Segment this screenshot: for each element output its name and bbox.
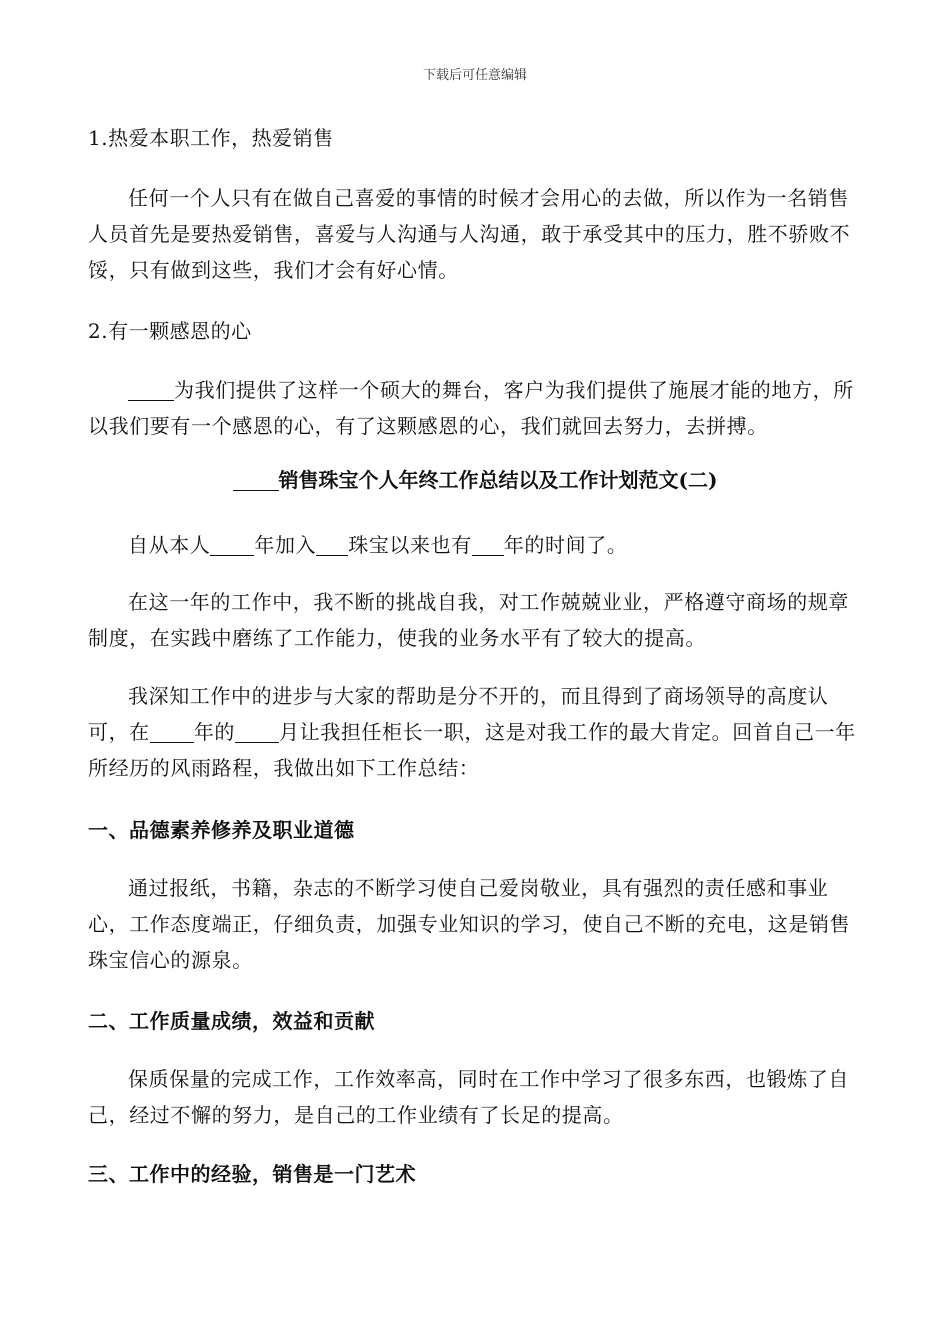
- heading-morality: 一、品德素养修养及职业道德: [88, 818, 355, 842]
- item2-heading: 2.有一颗感恩的心: [88, 319, 252, 343]
- item1-paragraph: 任何一个人只有在做自己喜爱的事情的时候才会用心的去做，所以作为一名销售人员首先是要热爱销售，喜爱与人沟通与人沟通，敢于承受其中的压力，胜不骄败不馁，只有做到这些，我们才会有好心情。: [88, 186, 851, 282]
- heading-quality: 二、工作质量成绩，效益和贡献: [88, 1009, 375, 1033]
- blank-underline: [128, 378, 174, 401]
- page-header-note: 下载后可任意编辑: [422, 68, 527, 83]
- challenge-paragraph: 在这一年的工作中，我不断的挑战自我，对工作兢兢业业，严格遵守商场的规章制度，在实践中磨练了工作能力，使我的业务水平有了较大的提高。: [88, 590, 849, 650]
- blank-underline: [150, 720, 194, 743]
- section-title: [0, 462, 950, 498]
- morality-paragraph: 通过报纸，书籍，杂志的不断学习使自己爱岗敬业，具有强烈的责任感和事业心，工作态度端正，仔细负责，加强专业知识的学习，使自己不断的充电，这是销售珠宝信心的源泉。: [88, 876, 851, 972]
- progress-paragraph: [88, 678, 862, 786]
- heading-experience: 三、工作中的经验，销售是一门艺术: [88, 1162, 416, 1186]
- blank-underline: [233, 468, 279, 491]
- progress-text-2: 年的: [193, 720, 236, 744]
- intro-text-1: 自从本人: [128, 533, 211, 557]
- intro-paragraph: [88, 527, 862, 563]
- section-title-text: 销售珠宝个人年终工作总结以及工作计划范文(二): [278, 468, 718, 492]
- blank-underline: [235, 720, 279, 743]
- item1-heading: 1.热爱本职工作，热爱销售: [88, 126, 334, 150]
- quality-paragraph: 保质保量的完成工作，工作效率高，同时在工作中学习了很多东西，也锻炼了自己，经过不懈的努力，是自己的工作业绩有了长足的提高。: [88, 1067, 849, 1127]
- intro-text-3: 珠宝以来也有: [348, 533, 472, 557]
- item2-paragraph: [88, 372, 862, 444]
- intro-text-2: 年加入: [254, 533, 317, 557]
- blank-underline: [316, 533, 348, 556]
- progress-text-1: 我深知工作中的进步与大家的帮助是分不开的，而且得到了商场领导的高度认可，在: [88, 684, 829, 744]
- item2-text: 为我们提供了这样一个硕大的舞台，客户为我们提供了施展才能的地方，所以我们要有一个感恩的心，有了这颗感恩的心，我们就回去努力，去拼搏。: [88, 378, 854, 438]
- blank-underline: [472, 533, 504, 556]
- progress-text-3: 月让我担任柜长一职，这是对我工作的最大肯定。回首自己一年所经历的风雨路程，我做出如下工作总结：: [88, 720, 856, 780]
- intro-text-4: 年的时间了。: [503, 533, 628, 557]
- blank-underline: [210, 533, 254, 556]
